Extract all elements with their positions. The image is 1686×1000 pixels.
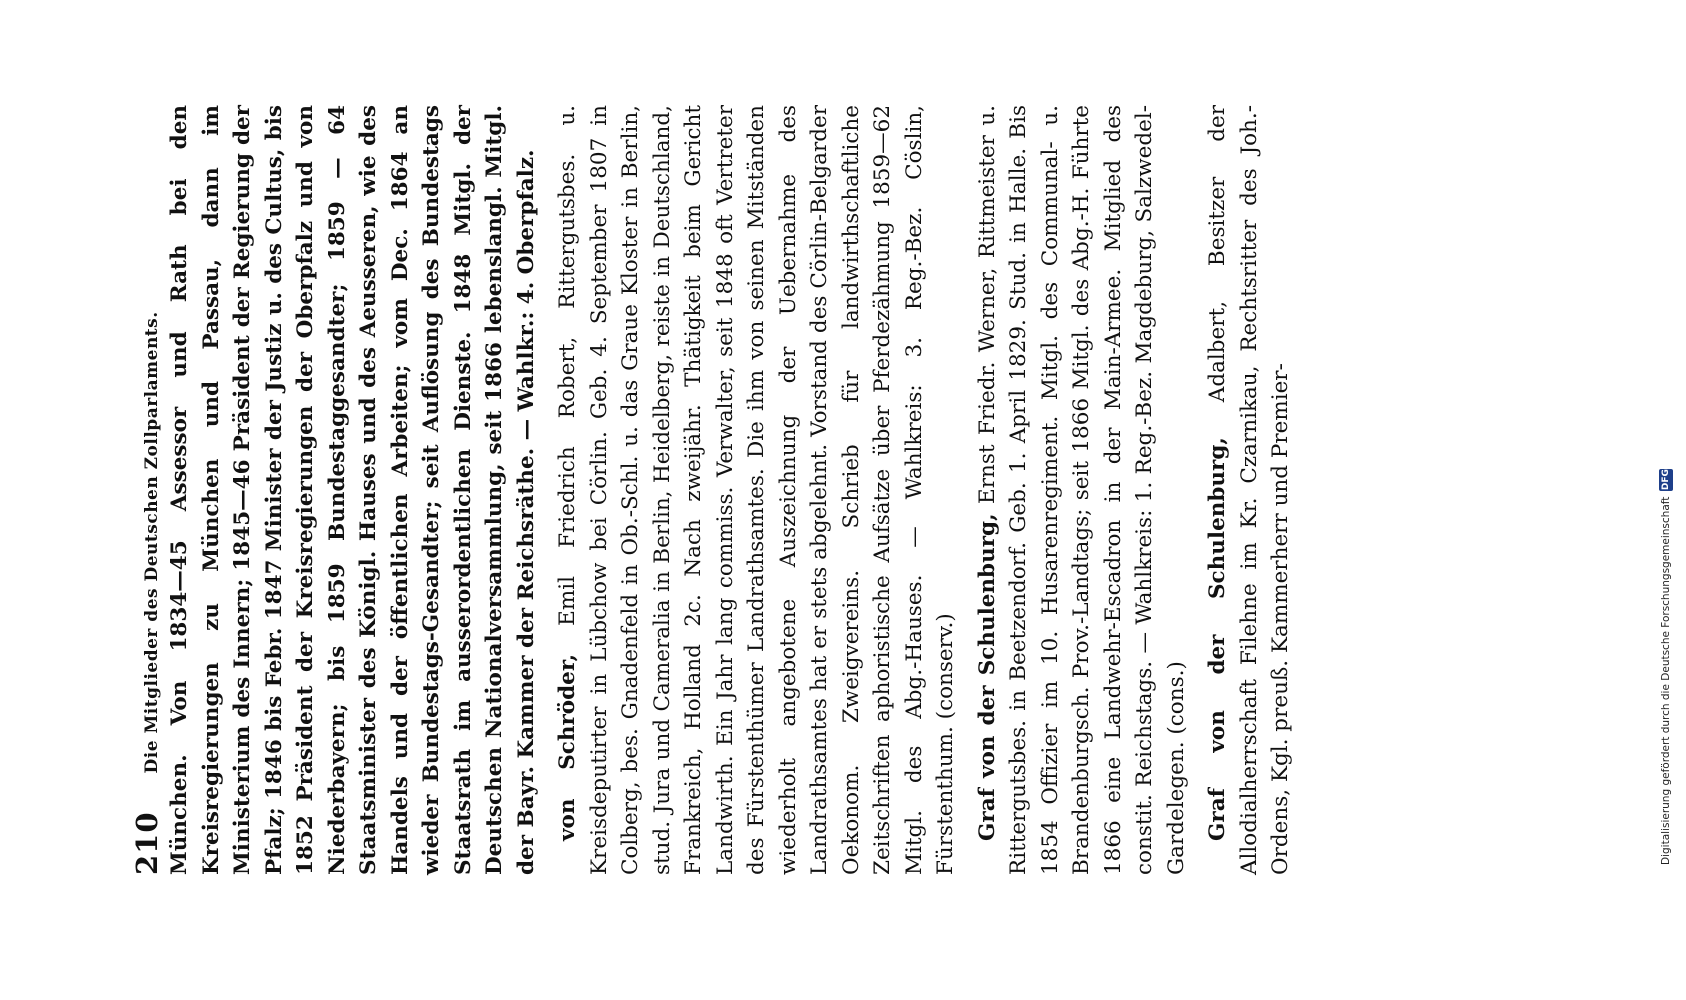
paragraph-text: München. Von 1834—45 Assessor und Rath bei den Kreisregierungen zu München und Passau, dann im Ministerium des Innern; 1845—46 Präsident der Regierung der Pfalz; 1846 bis Febr. 1847 Minister der Justiz u. des Cultus, bis 1852 Präsident der Kreisregierungen der Oberpfalz und von Niederbayern; bis 1859 Bundestaggesandter; 1859 — 64 Staatsminister des Königl. Hauses und des Aeusseren, wie des Handels und der öffentlichen Arbeiten; vom Dec. 1864 an wieder Bundestags-Gesandter; seit Auflösung des Bundestags Staatsrath im ausserordentlichen Dienste. 1848 Mitgl. der Deutschen Nationalversammlung, seit 1866 lebenslangl. Mitgl. der Bayr. Kammer der Reichsräthe. — Wahlkr.: 4. Oberpfalz. [167, 105, 539, 875]
digitization-credit [1659, 5, 1673, 865]
paragraph-text: Ernst Friedr. Werner, Rittmeister u. Rittergutsbes. in Beetzendorf. Geb. 1. April 1829. Stud. in Halle. Bis 1854 Offizier im 10. Husarenregiment. Mitgl. des Communal- u. Brandenburgsch. Prov.-Landtags; seit 1866 Mitgl. des Abg.-H. Führte 1866 eine Landwehr-Escadron in der Main-Armee. Mitglied des constit. Reichstags. — Wahlkreis: 1. Reg.-Bez. Magdeburg, Salzwedel-Gardelegen. (cons.) [974, 105, 1189, 875]
entry-name: Graf von der Schulenburg, [974, 513, 1000, 841]
page-header [130, 105, 164, 875]
paragraph-text: Adalbert, Besitzer der Allodialherrschaft Filehne im Kr. Czarnikau, Rechtsritter des Joh.-Ordens, Kgl. preuß. Kammerherr und Premier- [1205, 105, 1293, 875]
running-title: Die Mitglieder des Deutschen Zollparlaments. [142, 311, 162, 774]
paragraph-munchen [164, 105, 542, 875]
entry-name: von Schröder, [555, 653, 580, 841]
page-number: 210 [130, 811, 164, 875]
paragraph-schulenburg-adalbert [1202, 105, 1297, 875]
credit-text: Digitalisierung gefördert durch die Deutsche Forschungsgemeinschaft [1660, 496, 1672, 865]
paragraph-text: Emil Friedrich Robert, Rittergutsbes. u. Kreisdeputirter in Lübchow bei Cörlin. Geb. 4. September 1807 in Colberg, bes. Gnadenfeld in Ob.-Schl. u. das Graue Kloster in Berlin, stud. Jura und Cameralia in Berlin, Heidelberg, reiste in Deutschland, Frankreich, Holland 2c. Nach zweijähr. Thätigkeit beim Gericht Landwirth. Ein Jahr lang commiss. Verwalter, seit 1848 oft Vertreter des Fürstenthümer Landrathsamtes. Die ihm von seinen Mitständen wiederholt angebotene Auszeichnung der Uebernahme des Landrathsamtes hat er stets abgelehnt. Vorstand des Cörlin-Belgarder Oekonom. Zweigvereins. Schrieb für landwirthschaftliche Zeitschriften aphoristische Aufsätze über Pferdezähmung 1859—62 Mitgl. des Abg.-Hauses. — Wahlkreis: 3. Reg.-Bez. Cöslin, Fürstenthum. (conserv.) [555, 104, 958, 875]
dfg-logo-icon: DFG [1661, 469, 1671, 491]
paragraph-schulenburg-ernst [972, 105, 1193, 875]
paragraph-von-schroder [552, 105, 962, 875]
scanned-page [130, 104, 1293, 875]
entry-name: Graf von der Schulenburg, [1205, 437, 1230, 841]
